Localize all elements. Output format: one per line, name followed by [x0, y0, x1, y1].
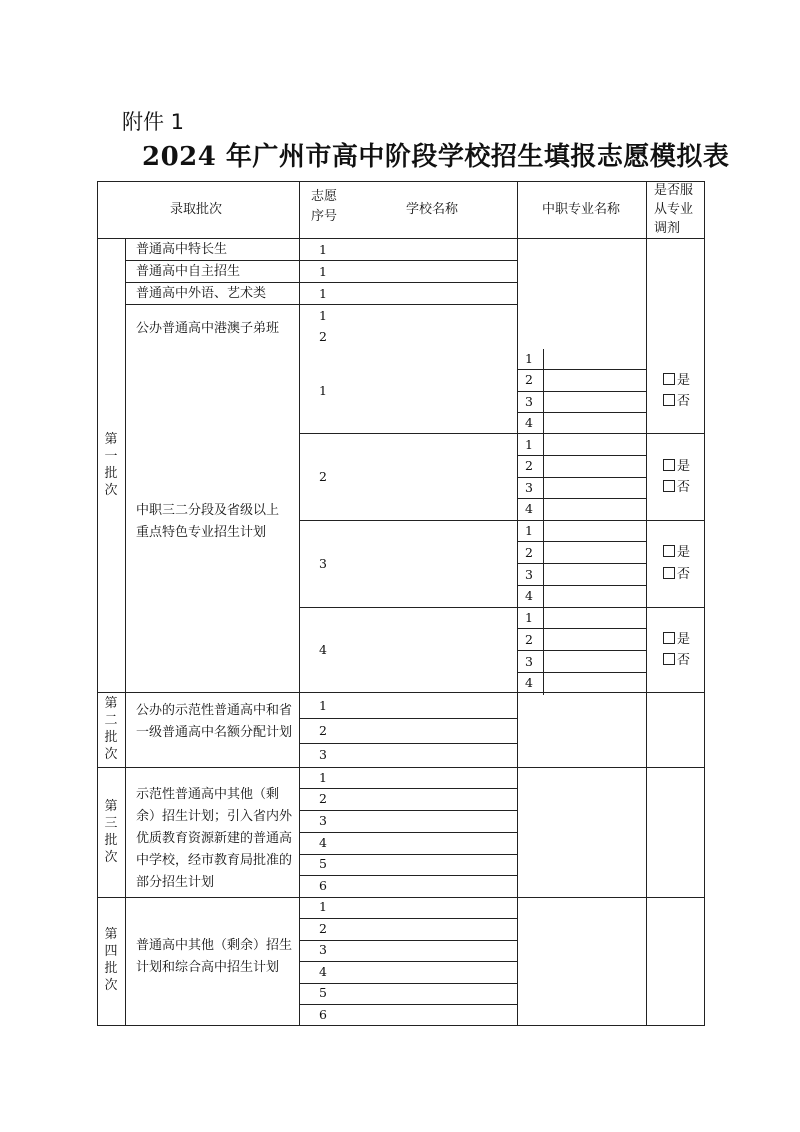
checkbox-icon[interactable] [663, 373, 675, 385]
order-num: 2 [319, 921, 327, 936]
checkbox-icon[interactable] [663, 480, 675, 492]
order-num: 1 [319, 899, 327, 914]
order-num: 1 [319, 308, 327, 323]
row-line [517, 369, 646, 370]
batch1-hkmacao: 公办普通高中港澳子弟班 [136, 321, 280, 336]
row-line [299, 961, 517, 962]
table-border-right-bottom [704, 695, 705, 1026]
order-num: 1 [319, 286, 327, 301]
major-num: 2 [525, 372, 533, 387]
row-line [125, 304, 517, 305]
order-num: 1 [319, 698, 327, 713]
major-num: 1 [525, 351, 533, 366]
adjust-yes-option[interactable] [663, 629, 690, 650]
header-adjust-line3: 调剂 [654, 221, 681, 236]
row-line [299, 1004, 517, 1005]
no-label: 否 [677, 653, 691, 668]
checkbox-icon[interactable] [663, 653, 675, 665]
adjust-no-option[interactable] [663, 477, 690, 498]
row-line [517, 391, 646, 392]
batch2-text: 公办的示范性普通高中和省一级普通高中名额分配计划 [136, 703, 293, 740]
order-num: 5 [319, 856, 327, 871]
major-num: 2 [525, 458, 533, 473]
row-line [299, 520, 705, 521]
attachment-label: 附件 1 [122, 110, 185, 134]
no-label: 否 [677, 480, 691, 495]
row-line [299, 607, 705, 608]
order-num: 3 [319, 813, 327, 828]
order-num: 2 [319, 723, 327, 738]
row-line [299, 854, 517, 855]
major-num: 2 [525, 545, 533, 560]
table-border-right-mid [704, 349, 705, 695]
checkbox-icon[interactable] [663, 632, 675, 644]
table-border-bottom [97, 1025, 705, 1026]
order-num: 5 [319, 985, 327, 1000]
major-num: 3 [525, 654, 533, 669]
adjust-no-option[interactable] [663, 564, 690, 585]
no-label: 否 [677, 567, 691, 582]
checkbox-icon[interactable] [663, 459, 675, 471]
batch1-vocational: 中职三二分段及省级以上重点特色专业招生计划 [136, 503, 280, 540]
major-num: 4 [525, 675, 533, 690]
col-order [299, 181, 300, 1026]
row-line [517, 498, 646, 499]
order-num: 1 [319, 770, 327, 785]
header-adjust-line2: 从专业 [654, 202, 694, 217]
col-major [646, 181, 647, 1026]
row-line [517, 477, 646, 478]
row-line [299, 832, 517, 833]
row-line [517, 541, 646, 542]
header-divider [97, 238, 705, 239]
adjust-yes-option[interactable] [663, 370, 690, 391]
major-num: 1 [525, 437, 533, 452]
order-num: 4 [319, 964, 327, 979]
adjust-yes-option[interactable] [663, 456, 690, 477]
col-batch-label [125, 238, 126, 1026]
adjust-yes-option[interactable] [663, 542, 690, 563]
batch-divider [97, 767, 705, 768]
batch3-label: 第三批次 [104, 799, 118, 865]
row-line [299, 918, 517, 919]
row-line [299, 433, 705, 434]
no-label: 否 [677, 394, 691, 409]
row-line [125, 282, 517, 283]
checkbox-icon[interactable] [663, 394, 675, 406]
yes-label: 是 [677, 373, 691, 388]
adjust-no-option[interactable] [663, 391, 690, 412]
group-num: 1 [319, 383, 327, 398]
row-line [299, 718, 517, 719]
major-num: 4 [525, 415, 533, 430]
row-line [517, 563, 646, 564]
row-line [517, 412, 646, 413]
col-school [517, 181, 518, 1026]
major-num: 3 [525, 394, 533, 409]
row-line [299, 875, 517, 876]
row-line [299, 940, 517, 941]
row-line [299, 810, 517, 811]
batch-divider [97, 897, 705, 898]
order-num: 1 [319, 242, 327, 257]
batch1-self: 普通高中自主招生 [136, 264, 241, 279]
major-num: 3 [525, 567, 533, 582]
yes-label: 是 [677, 459, 691, 474]
batch-divider [97, 692, 705, 693]
order-num: 2 [319, 329, 327, 344]
order-num: 2 [319, 791, 327, 806]
yes-label: 是 [677, 632, 691, 647]
table-border-left [97, 181, 98, 1026]
order-num: 3 [319, 747, 327, 762]
checkbox-icon[interactable] [663, 545, 675, 557]
group-num: 4 [319, 642, 327, 657]
major-num: 2 [525, 632, 533, 647]
header-order-line2: 序号 [311, 209, 338, 224]
table-border-right-top [704, 181, 705, 349]
header-order-line1: 志愿 [311, 189, 338, 204]
batch1-specialty: 普通高中特长生 [136, 242, 228, 257]
batch1-label: 第一批次 [104, 432, 118, 498]
header-adjust-line1: 是否服 [654, 183, 694, 198]
row-line [299, 788, 517, 789]
order-num: 6 [319, 878, 327, 893]
header-batch: 录取批次 [170, 202, 223, 217]
batch4-label: 第四批次 [104, 927, 118, 993]
yes-label: 是 [677, 545, 691, 560]
order-num: 4 [319, 835, 327, 850]
major-num: 4 [525, 588, 533, 603]
group-num: 3 [319, 556, 327, 571]
row-line [517, 628, 646, 629]
col-major-num [543, 349, 544, 695]
row-line [299, 983, 517, 984]
header-major: 中职专业名称 [542, 202, 621, 217]
checkbox-icon[interactable] [663, 567, 675, 579]
order-num: 6 [319, 1007, 327, 1022]
row-line [125, 260, 517, 261]
row-line [299, 743, 517, 744]
header-school: 学校名称 [406, 202, 459, 217]
batch2-label: 第二批次 [104, 696, 118, 762]
row-line [517, 455, 646, 456]
order-num: 1 [319, 264, 327, 279]
batch3-text: 示范性普通高中其他（剩余）招生计划；引入省内外优质教育资源新建的普通高中学校，经市教育局批准的部分招生计划 [136, 787, 293, 890]
row-line [517, 585, 646, 586]
table-border-top [97, 181, 705, 182]
batch1-arts: 普通高中外语、艺术类 [136, 286, 267, 301]
major-num: 1 [525, 523, 533, 538]
major-num: 1 [525, 610, 533, 625]
order-num: 3 [319, 942, 327, 957]
batch4-text: 普通高中其他（剩余）招生计划和综合高中招生计划 [136, 938, 293, 975]
row-line [517, 672, 646, 673]
adjust-no-option[interactable] [663, 650, 690, 671]
major-num: 3 [525, 480, 533, 495]
page-title: 2024 年广州市高中阶段学校招生填报志愿模拟表 [142, 142, 730, 172]
group-num: 2 [319, 469, 327, 484]
row-line [517, 650, 646, 651]
major-num: 4 [525, 501, 533, 516]
